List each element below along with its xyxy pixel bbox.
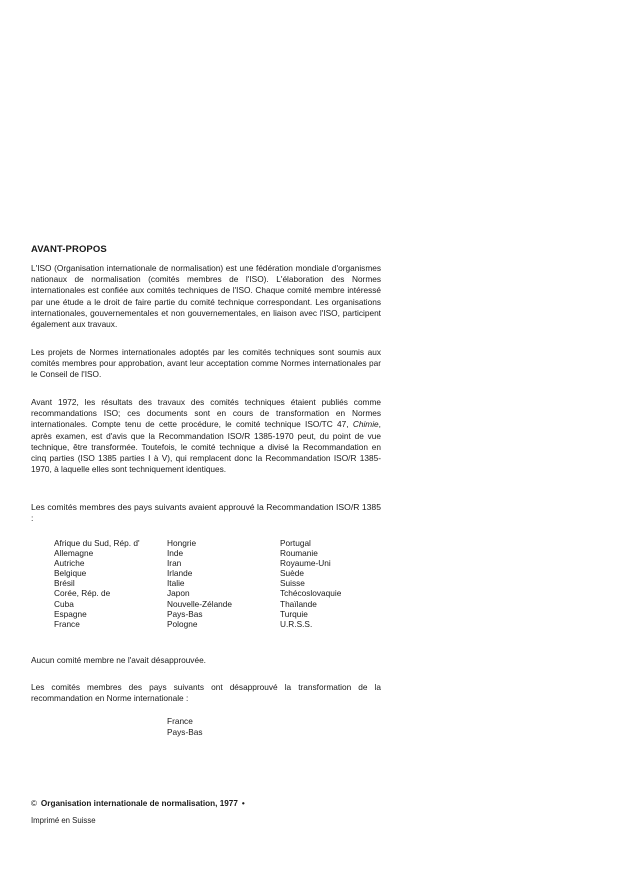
copyright-text: Organisation internationale de normalisation, 1977 (40, 799, 238, 808)
country-item: Pays-Bas (167, 608, 203, 619)
countries-column-2 (167, 538, 280, 629)
country-item: Belgique (54, 568, 87, 579)
paragraph-history (31, 397, 381, 475)
country-item: Espagne (54, 608, 87, 619)
country-item: Nouvelle-Zélande (167, 598, 233, 609)
history-text-start: Avant 1972, les résultats des travaux des comités techniques étaient publiés comme recommandations ISO; ces documents sont en cours de transformation en Normes internationales. Compte tenu de cette procédure, le comité technique ISO/TC 47, (31, 397, 381, 430)
country-item: France (54, 618, 80, 629)
country-item: Italie (167, 578, 185, 589)
paragraph-disapprovers-intro: Les comités membres des pays suivants ont désapprouvé la transformation de la recommandation en Norme internationale : (31, 682, 381, 704)
country-item: Pays-Bas (167, 727, 203, 738)
country-item: Suède (280, 568, 304, 579)
paragraph-draft-approval: Les projets de Normes internationales adoptés par les comités techniques sont soumis aux comités membres pour approbation, avant leur acceptation comme Normes internationales par le Conseil de l'ISO. (31, 347, 381, 380)
page-heading: AVANT-PROPOS (31, 244, 107, 255)
country-item: Hongrie (167, 538, 197, 548)
country-item: Iran (167, 558, 182, 569)
country-item: Turquie (280, 608, 308, 619)
country-item: Japon (167, 588, 190, 599)
country-item: Thaïlande (280, 598, 317, 609)
history-text-end: , après examen, est d'avis que la Recommandation ISO/R 1385-1970 peut, du point de vue technique, être transformée. Toutefois, le comité technique a divisé la Recommandation en cinq parties (ISO 1385 parties I à V), qui remplacent donc la Recommandation ISO/R 1385-1970, à laquelle elles sont techniquement identiques. (31, 419, 381, 475)
copyright-line (31, 799, 245, 808)
country-item: France (167, 716, 193, 726)
country-item: Pologne (167, 618, 198, 629)
country-item: Royaume-Uni (280, 558, 331, 569)
history-committee-name: Chimie (352, 419, 379, 430)
country-item: Portugal (280, 538, 311, 548)
country-item: Brésil (54, 578, 75, 589)
country-item: U.R.S.S. (280, 618, 313, 629)
paragraph-iso-intro: L'ISO (Organisation internationale de normalisation) est une fédération mondiale d'organismes nationaux de normalisation (comités membres de l'ISO). L'élaboration des Normes internationales est confiée aux comités techniques de l'ISO. Chaque comité membre intéressé par une étude a le droit de faire partie du comité technique correspondant. Les organisations internationales, gouvernementales et non gouvernementales, en liaison avec l'ISO, participent également aux travaux. (31, 263, 381, 330)
printed-in-note: Imprimé en Suisse (31, 816, 96, 825)
countries-column-1 (54, 538, 167, 629)
disapproving-countries-list (167, 716, 203, 738)
countries-column-3 (280, 538, 384, 629)
paragraph-no-disapproval: Aucun comité membre ne l'avait désapprouvée. (31, 655, 206, 665)
country-item: Corée, Rép. de (54, 588, 111, 599)
country-item: Tchécoslovaquie (280, 588, 342, 599)
country-item: Suisse (280, 578, 305, 589)
country-item: Autriche (54, 558, 85, 569)
country-item: Cuba (54, 598, 74, 609)
country-item: Allemagne (54, 548, 94, 559)
country-item: Inde (167, 548, 184, 559)
approving-countries-list (54, 538, 384, 629)
country-item: Roumanie (280, 548, 318, 559)
paragraph-approvers-intro: Les comités membres des pays suivants avaient approuvé la Recommandation ISO/R 1385 : (31, 502, 381, 524)
country-item: Irlande (167, 568, 193, 579)
country-item: Afrique du Sud, Rép. d' (54, 538, 140, 548)
bullet-icon: • (241, 799, 245, 808)
copyright-icon: © (31, 799, 37, 808)
